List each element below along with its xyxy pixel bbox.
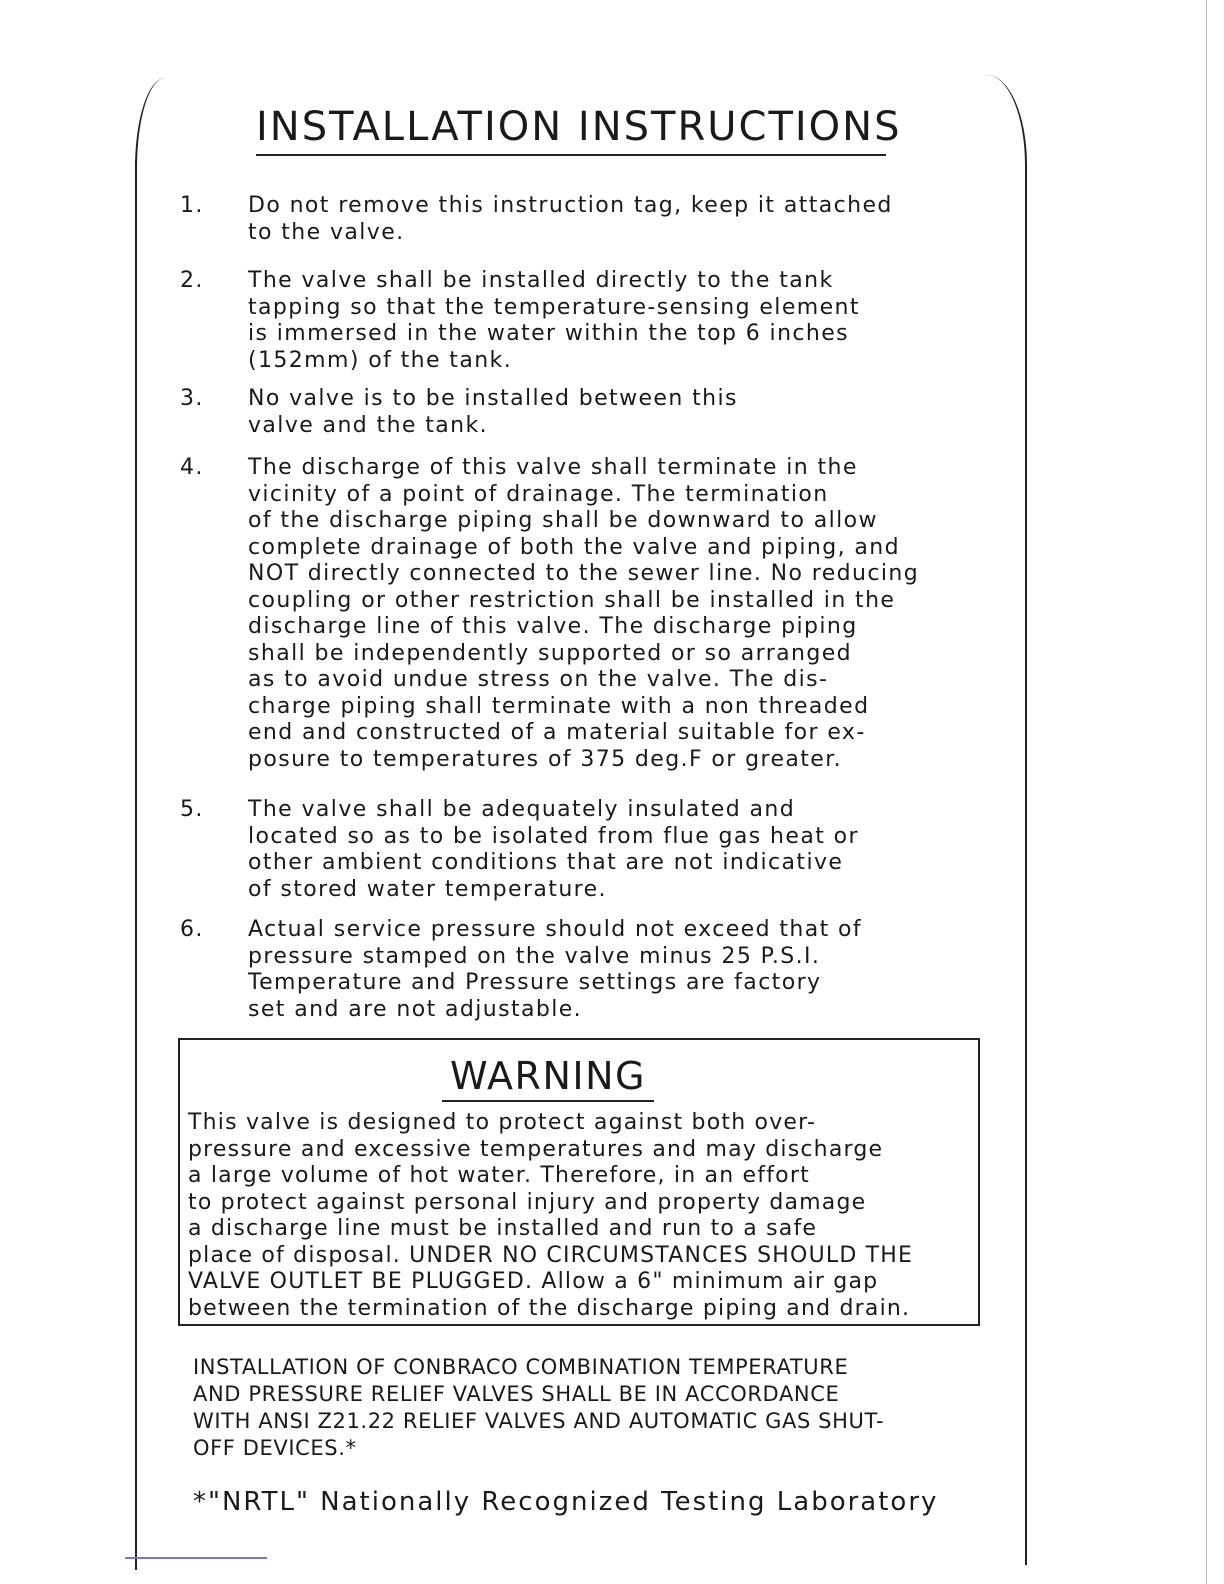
- text-line: OFF DEVICES.*: [193, 1436, 357, 1460]
- text-line: (152mm) of the tank.: [248, 347, 513, 373]
- text-line: shall be independently supported or so arranged: [248, 640, 853, 666]
- warning-text: [188, 1110, 978, 1322]
- text-line: of the discharge piping shall be downward to allow: [248, 508, 878, 533]
- warning-title: WARNING: [442, 1054, 654, 1102]
- text-line: of stored water temperature.: [248, 876, 607, 902]
- instruction-text: [248, 386, 988, 439]
- instruction-number: 2.: [180, 268, 204, 293]
- text-line: tapping so that the temperature-sensing element: [248, 294, 860, 320]
- text-line: NOT directly connected to the sewer line. No reducing: [248, 561, 920, 586]
- instruction-text: [248, 917, 988, 1023]
- text-line: No valve is to be installed between this: [248, 386, 738, 411]
- instruction-number: 6.: [180, 917, 204, 942]
- instruction-number: 3.: [180, 386, 204, 411]
- text-line: set and are not adjustable.: [248, 996, 583, 1022]
- text-line: Actual service pressure should not exceed that of: [248, 917, 863, 942]
- text-line: INSTALLATION OF CONBRACO COMBINATION TEMPERATURE: [193, 1355, 849, 1379]
- instruction-number: 4.: [180, 455, 204, 480]
- text-line: valve and the tank.: [248, 412, 489, 438]
- text-line: located so as to be isolated from flue gas heat or: [248, 823, 859, 849]
- text-line: a discharge line must be installed and run to a safe: [188, 1216, 818, 1241]
- instruction-text: [248, 268, 988, 374]
- text-line: is immersed in the water within the top 6 inches: [248, 321, 850, 346]
- page-title: INSTALLATION INSTRUCTIONS: [256, 104, 886, 156]
- text-line: The discharge of this valve shall terminate in the: [248, 455, 858, 480]
- compliance-statement: [193, 1354, 993, 1462]
- text-line: posure to temperatures of 375 deg.F or greater.: [248, 746, 843, 772]
- text-line: as to avoid undue stress on the valve. The dis-: [248, 667, 829, 692]
- text-line: vicinity of a point of drainage. The termination: [248, 481, 829, 507]
- text-line: The valve shall be installed directly to the tank: [248, 268, 834, 293]
- text-line: Temperature and Pressure settings are factory: [248, 970, 822, 995]
- text-line: a large volume of hot water. Therefore, in an effort: [188, 1163, 810, 1188]
- text-line: VALVE OUTLET BE PLUGGED. Allow a 6" minimum air gap: [188, 1269, 879, 1294]
- instruction-number: 5.: [180, 797, 204, 822]
- instruction-text: [248, 797, 988, 903]
- tag-border-left-line: [135, 160, 137, 1570]
- text-line: between the termination of the discharge piping and drain.: [188, 1295, 911, 1321]
- text-line: pressure stamped on the valve minus 25 P.S.I.: [248, 943, 821, 969]
- text-line: pressure and excessive temperatures and may discharge: [188, 1136, 884, 1162]
- text-line: The valve shall be adequately insulated and: [248, 797, 796, 822]
- text-line: coupling or other restriction shall be installed in the: [248, 587, 896, 613]
- instruction-text: [248, 455, 988, 773]
- text-line: AND PRESSURE RELIEF VALVES SHALL BE IN ACCORDANCE: [193, 1382, 840, 1406]
- text-line: discharge line of this valve. The discharge piping: [248, 614, 858, 639]
- text-line: Do not remove this instruction tag, keep it attached: [248, 193, 893, 218]
- text-line: to protect against personal injury and property damage: [188, 1189, 867, 1215]
- text-line: place of disposal. UNDER NO CIRCUMSTANCES SHOULD THE: [188, 1242, 914, 1268]
- warning-box: [178, 1038, 980, 1326]
- instruction-number: 1.: [180, 193, 204, 218]
- tag-border-right: [985, 75, 1027, 1565]
- text-line: other ambient conditions that are not indicative: [248, 850, 844, 875]
- instruction-text: [248, 193, 988, 246]
- text-line: charge piping shall terminate with a non threaded: [248, 693, 870, 719]
- bottom-mark: [125, 1557, 267, 1559]
- footnote-nrtl: *"NRTL" Nationally Recognized Testing Laboratory: [193, 1487, 939, 1517]
- text-line: end and constructed of a material suitable for ex-: [248, 720, 866, 745]
- scan-edge-line: [1206, 0, 1207, 1584]
- text-line: This valve is designed to protect against both over-: [188, 1110, 817, 1135]
- text-line: complete drainage of both the valve and piping, and: [248, 534, 900, 560]
- tag-border-left: [135, 78, 167, 168]
- text-line: WITH ANSI Z21.22 RELIEF VALVES AND AUTOMATIC GAS SHUT-: [193, 1409, 885, 1433]
- text-line: to the valve.: [248, 219, 405, 245]
